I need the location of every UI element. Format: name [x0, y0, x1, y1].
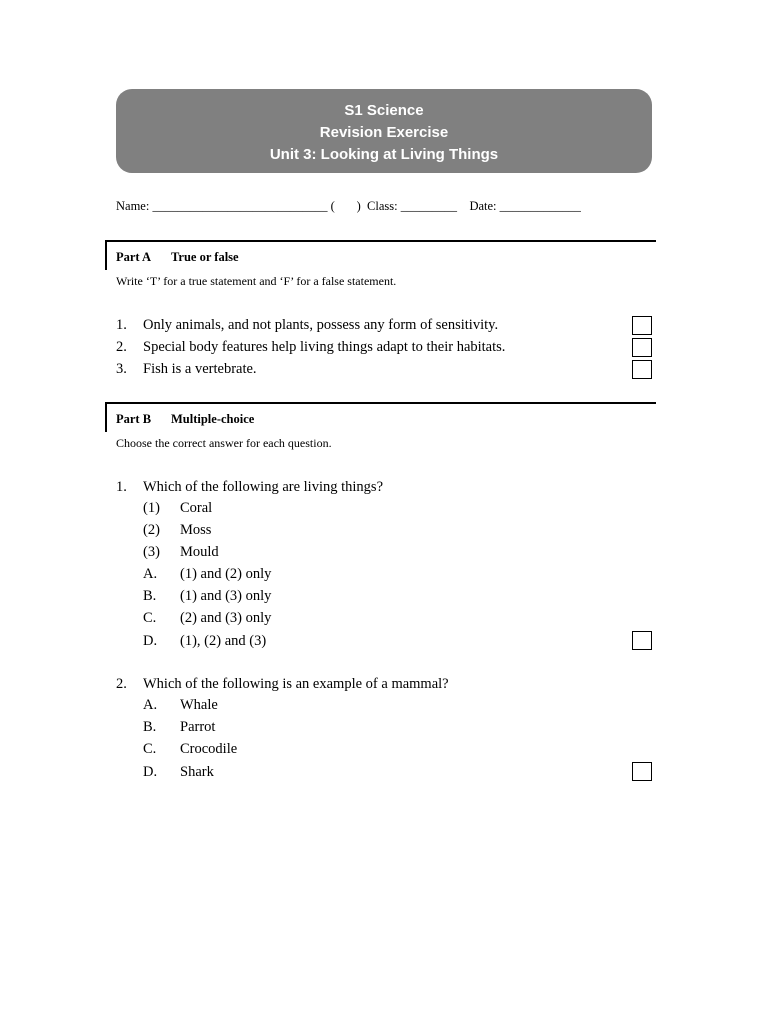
option-text: (2) and (3) only: [180, 610, 272, 626]
item-text: Only animals, and not plants, possess any form of sensitivity.: [143, 317, 499, 333]
question-text: Which of the following is an example of a mammal?: [143, 676, 449, 692]
option-letter: A.: [143, 697, 158, 713]
part-a-title: True or false: [171, 250, 239, 264]
option-letter: C.: [143, 741, 157, 757]
item-text: Fish is a vertebrate.: [143, 361, 257, 377]
option-text: Whale: [180, 697, 218, 713]
statement-text: Mould: [180, 544, 219, 560]
option-letter: A.: [143, 566, 158, 582]
item-number: 3.: [116, 361, 127, 377]
banner-line-exercise: Revision Exercise: [319, 124, 449, 141]
option-text: (1) and (2) only: [180, 566, 272, 582]
item-number: 2.: [116, 339, 127, 355]
statement-number: (3): [143, 544, 160, 560]
statement-text: Coral: [180, 500, 213, 516]
part-b-instruction: Choose the correct answer for each question.: [116, 436, 332, 450]
item-text: Special body features help living things adapt to their habitats.: [143, 339, 506, 355]
answer-box-a1[interactable]: [632, 316, 652, 335]
option-text: (1) and (3) only: [180, 588, 272, 604]
option-text: Crocodile: [180, 741, 238, 757]
banner-line-subject: S1 Science: [344, 102, 424, 119]
question-number: 1.: [116, 479, 127, 495]
answer-box-b1[interactable]: [632, 631, 652, 650]
statement-text: Moss: [180, 522, 212, 538]
item-number: 1.: [116, 317, 127, 333]
option-text: Shark: [180, 764, 214, 780]
option-letter: D.: [143, 764, 158, 780]
statement-number: (2): [143, 522, 160, 538]
option-text: Parrot: [180, 719, 216, 735]
student-info-line[interactable]: Name: ____________________________ ( ) Class: _________ Date: _____________: [116, 199, 581, 213]
part-b-title: Multiple-choice: [171, 412, 255, 426]
banner-line-unit: Unit 3: Looking at Living Things: [269, 146, 499, 163]
part-a-instruction: Write ‘T’ for a true statement and ‘F’ for a false statement.: [116, 274, 397, 288]
part-a-label: Part A: [116, 250, 152, 264]
answer-box-a3[interactable]: [632, 360, 652, 379]
statement-number: (1): [143, 500, 160, 516]
option-text: (1), (2) and (3): [180, 633, 267, 649]
part-b-label: Part B: [116, 412, 152, 426]
option-letter: B.: [143, 588, 157, 604]
option-letter: C.: [143, 610, 157, 626]
title-banner: [116, 89, 652, 173]
part-a-header: [105, 240, 656, 270]
answer-box-b2[interactable]: [632, 762, 652, 781]
question-text: Which of the following are living things?: [143, 479, 384, 495]
question-number: 2.: [116, 676, 127, 692]
part-b-header: [105, 402, 656, 432]
answer-box-a2[interactable]: [632, 338, 652, 357]
option-letter: B.: [143, 719, 157, 735]
option-letter: D.: [143, 633, 158, 649]
